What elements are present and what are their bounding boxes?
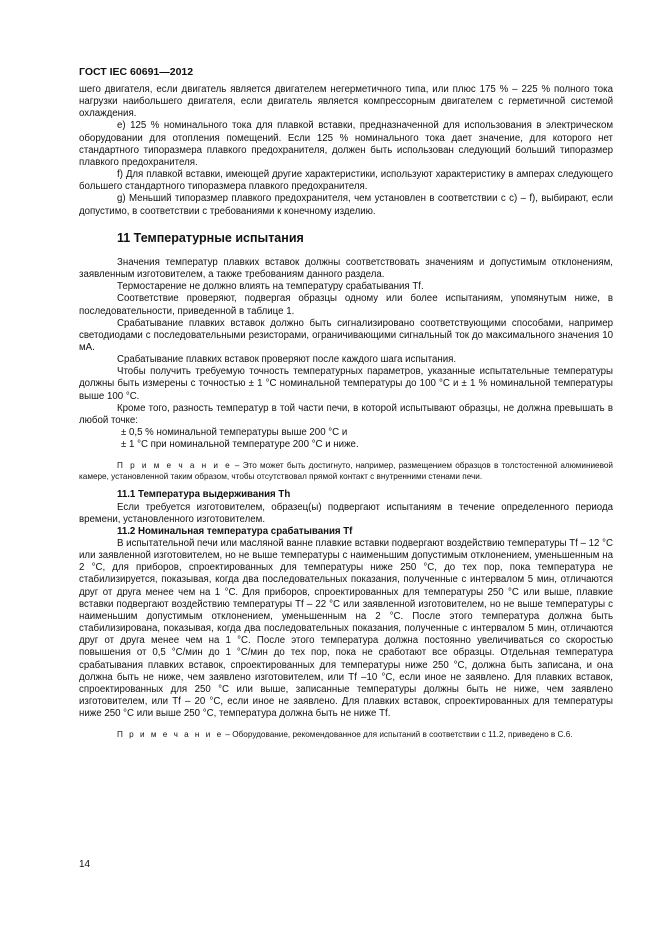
document-header: ГОСТ IEC 60691—2012 <box>79 66 194 78</box>
paragraph-7: Кроме того, разность температур в той части печи, в которой испытывают образцы, не должна превышать в любой точке: <box>79 402 613 426</box>
subsection-11-2-title: 11.2 Номинальная температура срабатывания Tf <box>117 525 353 537</box>
paragraph-6: Чтобы получить требуемую точность температурных параметров, указанные испытательные температуры должны быть измерены с точностью ± 1 °С номинальной температуры до 100 °С и ± 1 % номинальной температуры выше 100 °С. <box>79 366 613 402</box>
subsection-11-1-title: 11.1 Температура выдерживания Th <box>117 489 291 501</box>
subsection-11-1-text: Если требуется изготовителем, образец(ы) подвергают испытаниям в течение определенного периода времени, установленного изготовителем. <box>79 501 613 525</box>
paragraph-item-g: g) Меньший типоразмер плавкого предохранителя, чем установлен в соответствии с с) – f), выбирают, если допустимо, в соответствии с требованиями к конечному изделию. <box>79 193 613 217</box>
paragraph-2: Термостарение не должно влиять на температуру срабатывания Tf. <box>117 281 424 293</box>
note-1 <box>79 460 613 482</box>
paragraph-3: Соответствие проверяют, подвергая образцы одному или более испытаниям, упомянутым ниже, в последовательности, приведенной в таблице 1. <box>79 293 613 317</box>
list-item: ± 1 °С при номинальной температуре 200 °С и ниже. <box>121 439 359 451</box>
document-body <box>79 84 613 740</box>
note-2 <box>79 729 613 740</box>
list-item: ± 0,5 % номинальной температуры выше 200 °С и <box>121 427 348 439</box>
paragraph-continuation: шего двигателя, если двигатель является двигателем негерметичного типа, или плюс 175 % – 225 % полного тока нагрузки наибольшего двигателя, если двигатель является компрессорным двигателем с герметичной системой охлаждения. <box>79 84 613 120</box>
paragraph-1: Значения температур плавких вставок должны соответствовать значениям и допустимым отклонениям, заявленным изготовителем, а также требованиям данного раздела. <box>79 256 613 281</box>
note-label: П р и м е ч а н и е <box>117 730 224 740</box>
note-label: П р и м е ч а н и е <box>117 461 232 471</box>
paragraph-4: Срабатывание плавких вставок должно быть сигнализировано соответствующими способами, например светодиодами с последовательными резисторами, ограничивающими сигнальный ток до максимального значения 10 мА. <box>79 317 613 353</box>
subsection-11-2-text: В испытательной печи или масляной ванне плавкие вставки подвергают воздействию температуры Tf – 12 °С или заявленной изготовителем, но не выше температуры с наименьшим допустимым отклонением, уменьшенным на 2 °С, для приборов, спроектированных для температуры ниже 250 °С, до тех пор, пока температура не стабилизируется, показывая, когда два последовательных показания, полученные с интервалом 5 мин, отличаются друг от друга менее чем на 1 °С. Для приборов, спроектированных для температуры 250 °С или выше, плавкие вставки подвергают воздействию температуры Tf – 22 °С или заявленной изготовителем, но не выше температуры с наименьшим допустимым отклонением, уменьшенным на 2 °С. После этого температура должна быть стабилизирована, показывая, когда два последовательных показания, полученные с интервалом 5 мин, отличаются друг от друга менее чем на 1 °С. После этого температура должна постоянно увеличиваться со скоростью повышения от 0,5 °С/мин до 1 °С/мин до тех пор, пока не сработают все образцы. Отдельная температура срабатывания плавких вставок, спроектированных для температуры ниже 250 °С, должна быть записана, и она должна быть не ниже, чем заявлено изготовителем, или Tf –10 °С, если иное не заявлено. Для плавких вставок, спроектированных для 250 °С или выше, записанные температуры должны быть не ниже, чем заявлено изготовителем, или Tf – 20 °С, если иное не заявлено. Для плавких вставок, спроектированных для температуры ниже 250 °С или выше 250 °С, температура должна быть не ниже Tf. <box>79 538 613 720</box>
section-title: 11 Температурные испытания <box>117 230 304 245</box>
note-text: – Оборудование, рекомендованное для испытаний в соответствии с 11.2, приведено в С.6. <box>223 730 573 740</box>
paragraph-item-e: е) 125 % номинального тока для плавкой вставки, предназначенной для использования в электрическом оборудовании для отопления помещений. Если 125 % номинального тока дает значение, для которого нет стандартного типоразмера плавкого предохранителя, должен быть использован следующий больший типоразмер плавкого предохранителя. <box>79 120 613 168</box>
paragraph-5: Срабатывание плавких вставок проверяют после каждого шага испытания. <box>117 354 457 366</box>
page-number: 14 <box>79 859 91 870</box>
note-text: – Это может быть достигнуто, например, размещением образцов в толстостенной алюминиевой камере, установленной таким образом, чтобы отсутствовал прямой контакт с внутренними стенами печи. <box>79 461 613 482</box>
paragraph-item-f: f) Для плавкой вставки, имеющей другие характеристики, используют характеристику в амперах следующего большего стандартного типоразмера плавкого предохранителя. <box>79 169 613 193</box>
